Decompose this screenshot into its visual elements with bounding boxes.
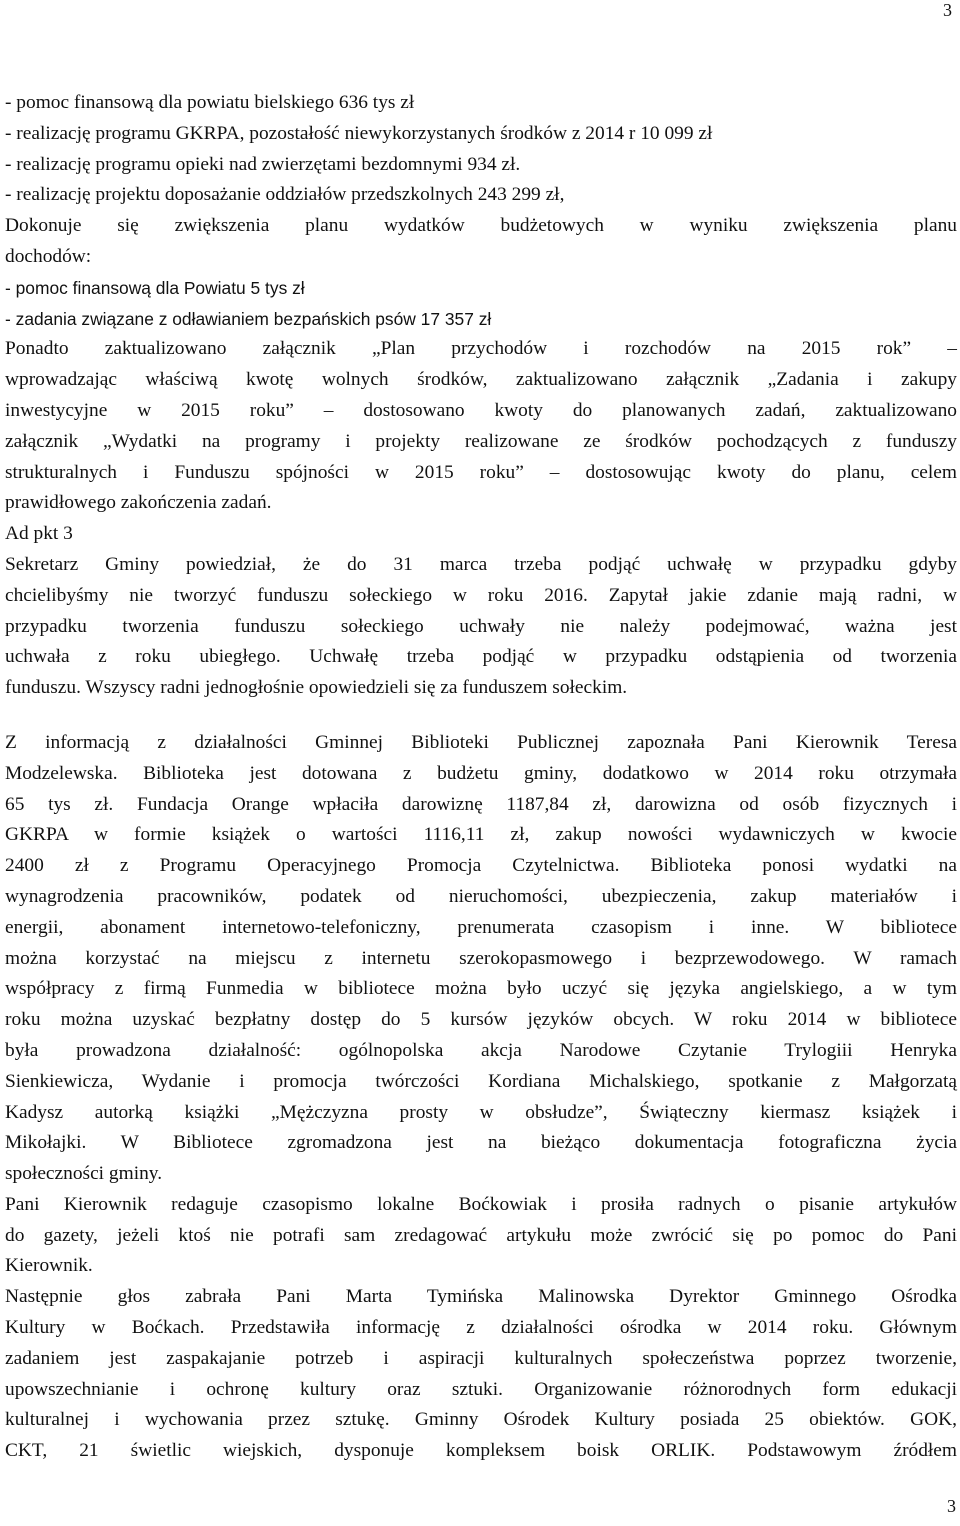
text-line: Kierownik. [5,1255,93,1277]
text-line: do gazety, jeżeli ktoś nie potrafi sam zredagować artykułu może zwrócić się po pomoc do Pani [5,1224,957,1246]
text-line: - realizację programu opieki nad zwierzętami bezdomnymi 934 zł. [5,153,521,175]
text-line: społeczności gminy. [5,1163,163,1185]
paragraph-gap [5,704,957,728]
text-line: inwestycyjne w 2015 roku” – dostosowano kwoty do planowanych zadań, zaktualizowano [5,399,957,421]
text-line: wprowadzając właściwą kwotę wolnych środków, zaktualizowano załącznik „Zadania i zakupy [5,369,957,391]
text-line: uchwała z roku ubiegłego. Uchwałę trzeba podjąć w przypadku odstąpienia od tworzenia [5,646,957,668]
text-line: strukturalnych i Funduszu spójności w 2015 roku” – dostosowując kwoty do planu, celem [5,461,957,483]
page-number-bottom: 3 [947,1496,956,1516]
section-heading: Ad pkt 3 [5,523,73,545]
text-line: Pani Kierownik redaguje czasopismo lokalne Boćkowiak i prosiła radnych o pisanie artykułów [5,1193,957,1215]
text-line: upowszechnianie i ochronę kultury oraz sztuki. Organizowanie różnorodnych form edukacji [5,1378,957,1400]
text-line: Kultury w Boćkach. Przedstawiła informację z działalności ośrodka w 2014 roku. Głównym [5,1317,957,1339]
page-number-top: 3 [943,0,952,20]
text-line: prawidłowego zakończenia zadań. [5,492,272,514]
text-line: energii, abonament internetowo-telefoniczny, prenumerata czasopism i inne. W bibliotece [5,916,957,938]
text-line: - realizację projektu doposażanie oddziałów przedszkolnych 243 299 zł, [5,184,565,206]
text-line: Kadysz autorką książki „Mężczyzna prosty w obsłudze”, Świąteczny kiermasz książek i [5,1101,957,1123]
text-line: - pomoc finansową dla powiatu bielskiego 636 tys zł [5,92,415,113]
text-line: dochodów: [5,245,92,267]
text-line: GKRPA w formie książek o wartości 1116,11 zł, zakup nowości wydawniczych w kwocie [5,824,957,846]
text-line: Ponadto zaktualizowano załącznik „Plan przychodów i rozchodów na 2015 rok” – [5,338,957,360]
text-line: zadaniem jest zaspakajanie potrzeb i aspiracji kulturalnych społeczeństwa poprzez tworzenie, [5,1347,957,1369]
text-line: była prowadzona działalność: ogólnopolska akcja Narodowe Czytanie Trylogiii Henryka [5,1039,957,1061]
text-line: Sekretarz Gminy powiedział, że do 31 marca trzeba podjąć uchwałę w przypadku gdyby [5,553,957,575]
text-line: można korzystać na miejscu z internetu szerokopasmowego i bezprzewodowego. W ramach [5,947,957,969]
text-line: Mikołajki. W Bibliotece zgromadzona jest na bieżąco dokumentacja fotograficzna życia [5,1132,957,1154]
text-line: Z informacją z działalności Gminnej Biblioteki Publicznej zapoznała Pani Kierownik Teresa [5,731,957,753]
document-body [5,88,957,1467]
text-line: - realizację programu GKRPA, pozostałość niewykorzystanych środków z 2014 r 10 099 zł [5,122,713,144]
text-line: Dokonuje się zwiększenia planu wydatków budżetowych w wyniku zwiększenia planu [5,215,957,237]
text-line: chcielibyśmy nie tworzyć funduszu sołeckiego w roku 2016. Zapytał jakie zdanie mają radni, w [5,584,957,606]
text-line: załącznik „Wydatki na programy i projekty realizowane ze środków pochodzących z funduszy [5,430,957,452]
text-line: Modzelewska. Biblioteka jest dotowana z budżetu gminy, dodatkowo w 2014 roku otrzymała [5,762,957,784]
text-line: Następnie głos zabrała Pani Marta Tymińska Malinowska Dyrektor Gminnego Ośrodka [5,1286,957,1308]
text-line: 2400 zł z Programu Operacyjnego Promocja Czytelnictwa. Biblioteka ponosi wydatki na [5,855,957,877]
text-line: funduszu. Wszyscy radni jednogłośnie opowiedzieli się za funduszem sołeckim. [5,677,628,699]
text-line: - pomoc finansową dla Powiatu 5 tys zł [5,277,305,298]
text-line: 65 tys zł. Fundacja Orange wpłaciła darowiznę 1187,84 zł, darowizna od osób fizycznych i [5,793,957,815]
text-line: roku można uzyskać bezpłatny dostęp do 5 kursów języków obcych. W roku 2014 w bibliotece [5,1009,957,1031]
text-line: - zadania związane z odławianiem bezpańskich psów 17 357 zł [5,308,492,329]
text-line: kulturalnej i wychowania przez sztukę. Gminny Ośrodek Kultury posiada 25 obiektów. GOK, [5,1409,957,1431]
text-line: przypadku tworzenia funduszu sołeckiego uchwały nie należy podejmować, ważna jest [5,615,957,637]
text-line: wynagrodzenia pracowników, podatek od nieruchomości, ubezpieczenia, zakup materiałów i [5,885,957,907]
text-line: Sienkiewicza, Wydanie i promocja twórczości Kordiana Michalskiego, spotkanie z Małgorzatą [5,1070,957,1092]
text-line: CKT, 21 świetlic wiejskich, dysponuje kompleksem boisk ORLIK. Podstawowym źródłem [5,1440,957,1462]
text-line: współpracy z firmą Funmedia w bibliotece można było uczyć się języka angielskiego, a w tym [5,978,957,1000]
